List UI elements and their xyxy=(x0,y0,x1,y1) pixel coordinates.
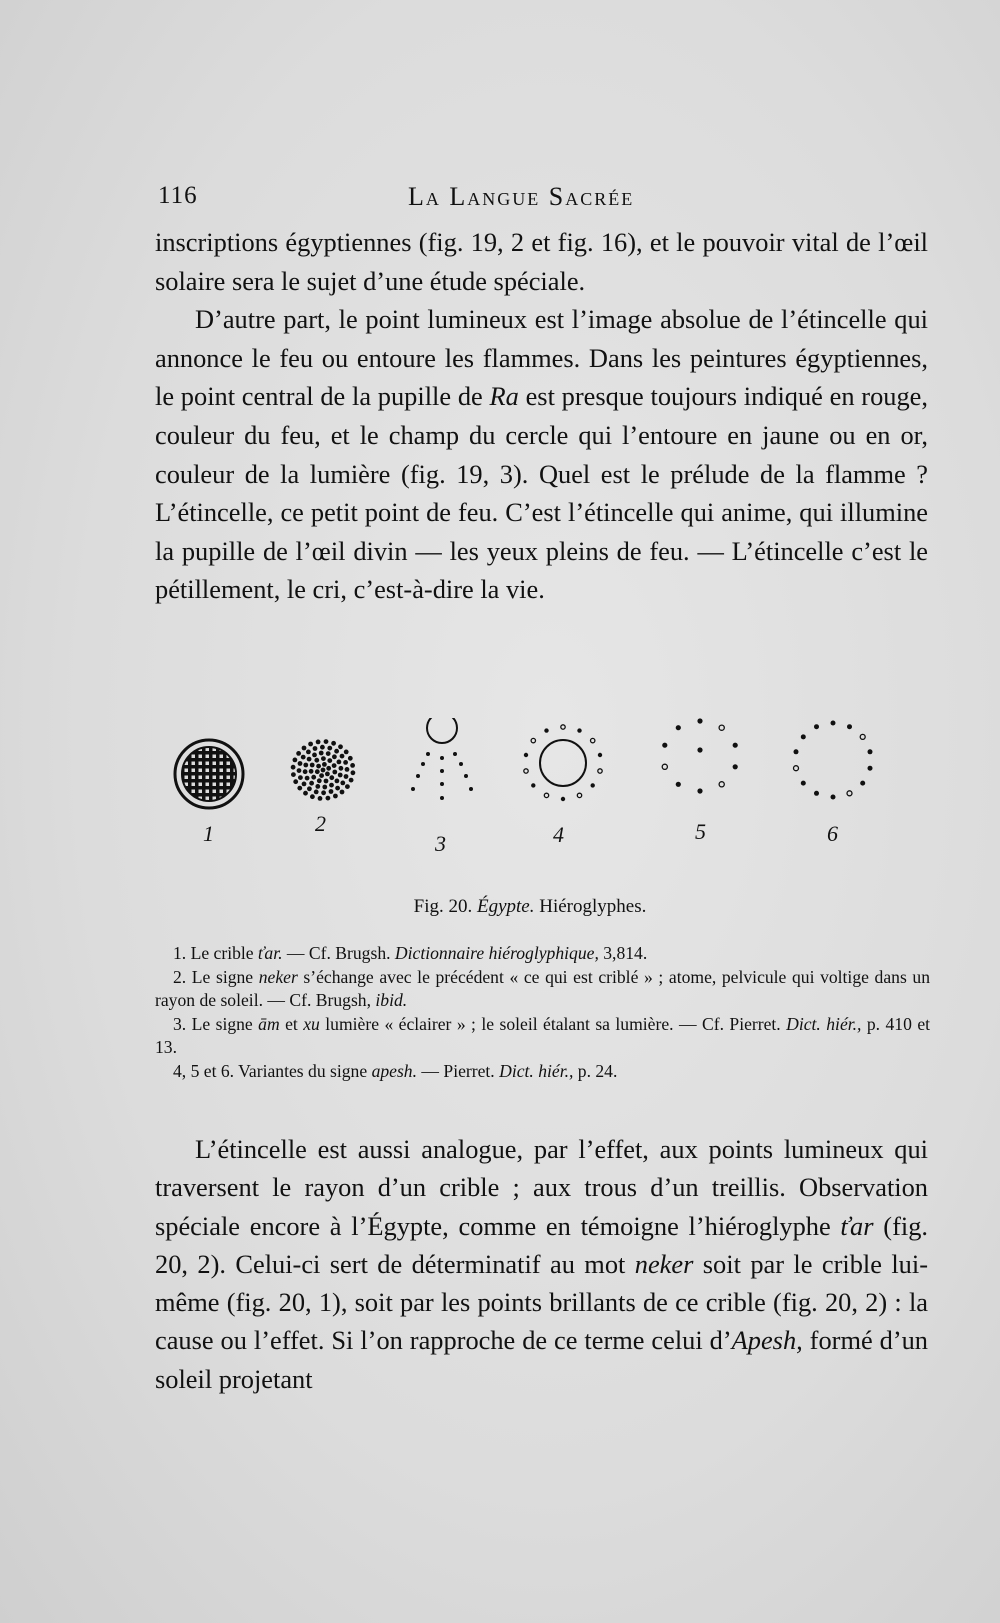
body-text-top xyxy=(155,223,928,609)
body-text-bottom xyxy=(155,1130,928,1398)
figure-label-2: 2 xyxy=(315,811,326,836)
figure-caption: Fig. 20. Égypte. Hiéroglyphes. xyxy=(413,896,647,917)
page-number: 116 xyxy=(158,182,198,209)
figure-label-5: 5 xyxy=(695,819,706,844)
page-header xyxy=(158,182,933,218)
figure-label-4: 4 xyxy=(553,822,564,847)
hieroglyph-dotted-disc xyxy=(291,739,356,801)
running-title: La Langue Sacrée xyxy=(408,182,635,211)
figure-label-1: 1 xyxy=(203,821,214,846)
hieroglyph-apesh-variant-5 xyxy=(662,718,738,793)
figure-notes xyxy=(155,942,930,1083)
paragraph: L’étincelle est aussi analogue, par l’effet, aux points lumineux qui traversent le rayon d’un crible ; aux trous d’un treillis. Observation spéciale encore à l’Égypte, comme en témoigne l’hiéroglyphe ťar (fig. 20, 2). Celui-ci sert de déterminatif au mot neker soit par le crible lui-même (fig. 20, 1), soit par les points brillants de ce crible (fig. 20, 2) : la cause ou l’effet. Si l’on rapproche de ce terme celui d’Apesh, formé d’un soleil projetant xyxy=(155,1134,928,1394)
hieroglyph-sieve xyxy=(175,740,243,808)
paragraph: inscriptions égyptiennes (fig. 19, 2 et fig. 16), et le pouvoir vital de l’œil solaire sera le sujet d’une étude spéciale. xyxy=(155,227,928,296)
figure-label-6: 6 xyxy=(827,821,838,846)
note-4: 4, 5 et 6. Variantes du signe apesh. — Pierret. Dict. hiér., p. 24. xyxy=(173,1060,618,1081)
paragraph: D’autre part, le point lumineux est l’image absolue de l’étincelle qui annonce le feu ou entoure les flammes. Dans les peintures égyptiennes, le point central de la pupille de Ra est presque toujours indiqué en rouge, couleur du feu, et le champ du cercle qui l’entoure en jaune ou en or, couleur de la lumière (fig. 19, 3). Quel est le prélude de la flamme ? L’étincelle, ce petit point de feu. C’est l’étincelle qui anime, qui illumine la pupille de l’œil divin — les yeux pleins de feu. — L’étincelle c’est le pétillement, le cri, c’est-à-dire la vie. xyxy=(155,304,928,605)
hieroglyph-sun-rays xyxy=(411,718,473,800)
note-1: 1. Le crible ťar. — Cf. Brugsh. Dictionnaire hiéroglyphique, 3,814. xyxy=(173,943,648,963)
hieroglyph-apesh-variant-4 xyxy=(524,725,602,801)
hieroglyph-figure xyxy=(155,718,930,888)
note-3: 3. Le signe ām et xu lumière « éclairer » ; le soleil étalant sa lumière. — Cf. Pierret. Dict. hiér., p. 410 et 13. xyxy=(155,1013,931,1057)
note-2: 2. Le signe neker s’échange avec le précédent « ce qui est criblé » ; atome, pelvicule qui voltige dans un rayon de soleil. — Cf. Brugsh, ibid. xyxy=(155,966,930,1010)
hieroglyph-apesh-variant-6 xyxy=(794,721,873,800)
figure-label-3: 3 xyxy=(435,831,446,856)
